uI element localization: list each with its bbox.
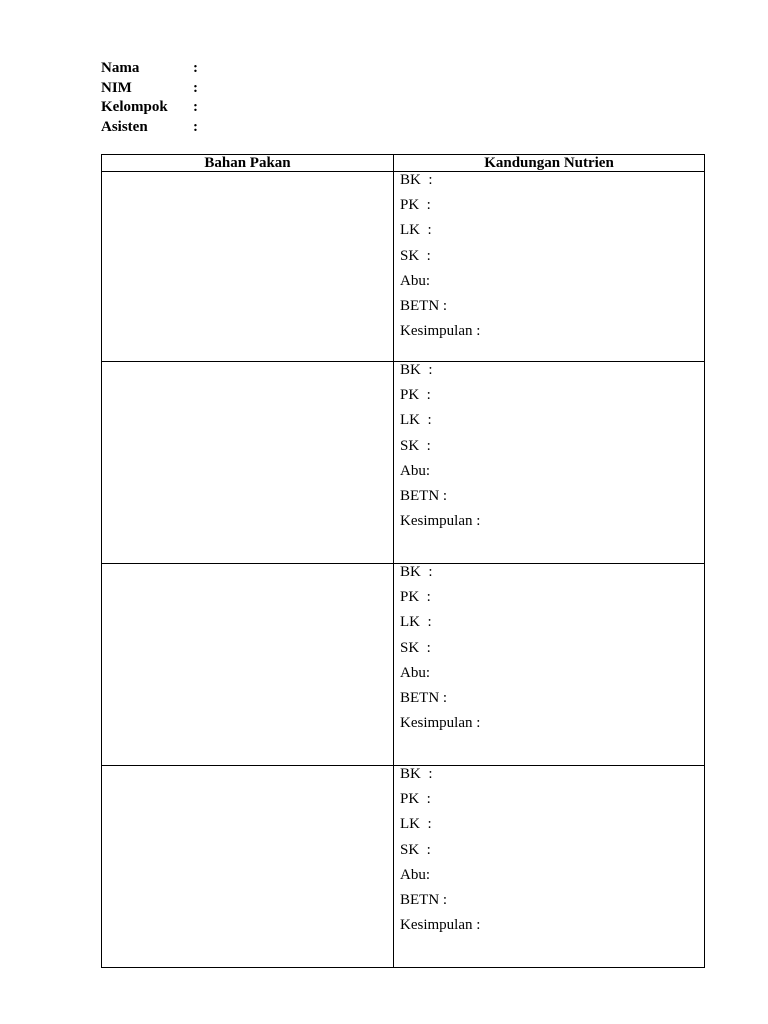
nutrient-abu: Abu: bbox=[400, 462, 430, 479]
nutrient-abu: Abu: bbox=[400, 272, 430, 289]
nutrient-abu: Abu: bbox=[400, 866, 430, 883]
nutrient-kesimpulan: Kesimpulan : bbox=[400, 917, 481, 934]
field-colon: : bbox=[193, 79, 198, 96]
nutrient-lk: LK : bbox=[400, 222, 432, 239]
field-row-nama bbox=[101, 59, 203, 79]
nutrient-sk: SK : bbox=[400, 639, 431, 656]
nutrient-lk: LK : bbox=[400, 614, 432, 631]
nutrient-sk: SK : bbox=[400, 247, 431, 264]
nutrient-sk: SK : bbox=[400, 437, 431, 454]
column-header-bahan-pakan: Bahan Pakan bbox=[102, 155, 394, 172]
nutrient-betn: BETN : bbox=[400, 297, 448, 314]
table-row bbox=[102, 766, 705, 968]
nutrient-pk: PK : bbox=[400, 387, 431, 404]
nutrient-cell bbox=[394, 362, 705, 564]
table-header-row bbox=[102, 155, 705, 172]
nutrient-abu: Abu: bbox=[400, 664, 430, 681]
field-colon: : bbox=[193, 60, 198, 76]
nutrient-kesimpulan: Kesimpulan : bbox=[400, 323, 481, 340]
field-row-nim bbox=[101, 79, 203, 99]
field-row-kelompok bbox=[101, 98, 203, 118]
table-row bbox=[102, 362, 705, 564]
nutrient-bk: BK : bbox=[400, 564, 433, 580]
nutrient-lk: LK : bbox=[400, 412, 432, 429]
nutrient-pk: PK : bbox=[400, 197, 431, 214]
bahan-pakan-cell[interactable] bbox=[102, 564, 394, 766]
field-label: Nama bbox=[101, 60, 140, 76]
bahan-pakan-cell[interactable] bbox=[102, 172, 394, 362]
field-row-asisten bbox=[101, 118, 203, 138]
nutrient-kesimpulan: Kesimpulan : bbox=[400, 513, 481, 530]
nutrient-table bbox=[101, 154, 705, 968]
nutrient-bk: BK : bbox=[400, 766, 433, 782]
header-fields bbox=[101, 59, 203, 137]
nutrient-pk: PK : bbox=[400, 791, 431, 808]
nutrient-cell bbox=[394, 766, 705, 968]
table-row bbox=[102, 172, 705, 362]
table-row bbox=[102, 564, 705, 766]
field-label: Kelompok bbox=[101, 99, 168, 115]
bahan-pakan-cell[interactable] bbox=[102, 766, 394, 968]
field-label: NIM bbox=[101, 79, 132, 96]
field-colon: : bbox=[193, 118, 198, 135]
nutrient-cell bbox=[394, 564, 705, 766]
bahan-pakan-cell[interactable] bbox=[102, 362, 394, 564]
column-header-kandungan-nutrien: Kandungan Nutrien bbox=[394, 155, 705, 172]
nutrient-pk: PK : bbox=[400, 589, 431, 606]
nutrient-cell bbox=[394, 172, 705, 362]
field-colon: : bbox=[193, 99, 198, 115]
nutrient-lk: LK : bbox=[400, 816, 432, 833]
nutrient-betn: BETN : bbox=[400, 689, 448, 706]
nutrient-bk: BK : bbox=[400, 172, 433, 188]
nutrient-bk: BK : bbox=[400, 362, 433, 378]
nutrient-betn: BETN : bbox=[400, 891, 448, 908]
nutrient-betn: BETN : bbox=[400, 487, 448, 504]
nutrient-kesimpulan: Kesimpulan : bbox=[400, 715, 481, 732]
field-label: Asisten bbox=[101, 118, 148, 135]
nutrient-sk: SK : bbox=[400, 841, 431, 858]
